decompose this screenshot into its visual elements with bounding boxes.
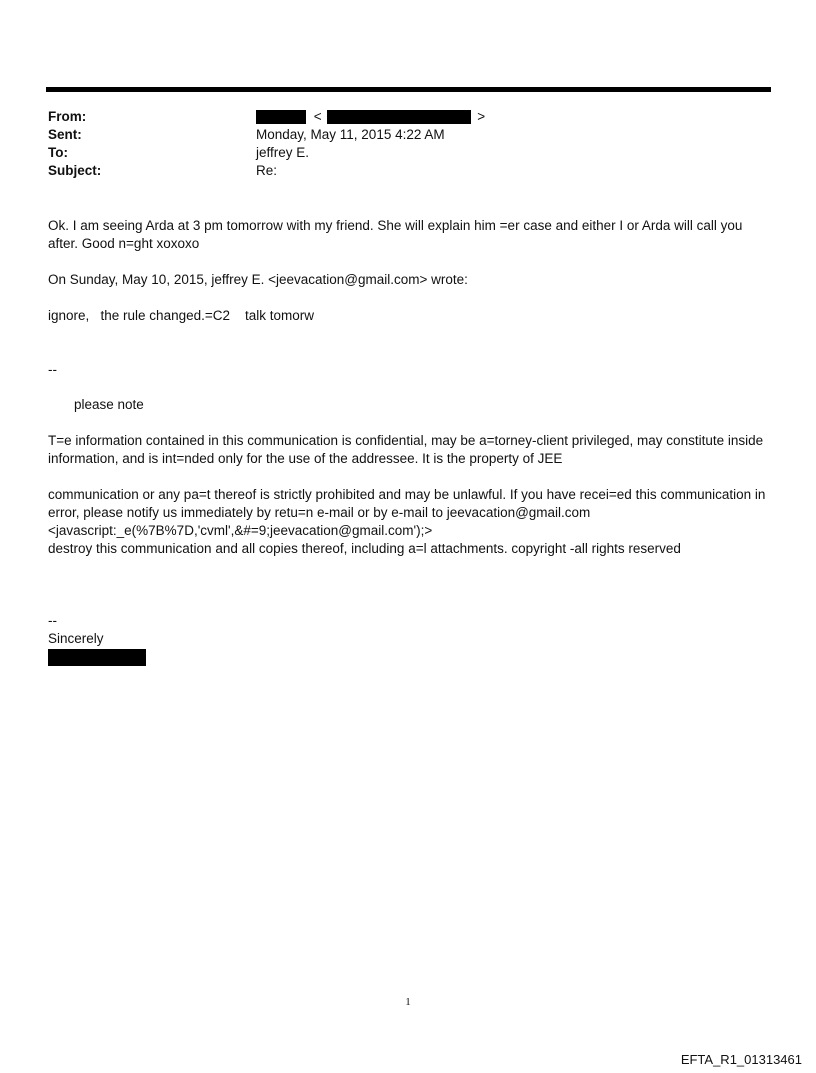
sign-off-block <box>48 612 768 666</box>
page-number: 1 <box>405 996 411 1008</box>
subject-value: Re: <box>256 163 278 178</box>
redacted-signature-name <box>48 649 146 666</box>
sent-value: Monday, May 11, 2015 4:22 AM <box>256 127 445 142</box>
email-header <box>48 108 768 180</box>
disclaimer-text-1: T=e information contained in this communication is confidential, may be a=torney-client privileged, may constitute inside information, and is int=nded only for the use of the addressee. It is the property of JEE <box>48 433 764 466</box>
from-close-bracket: > <box>477 109 486 124</box>
redacted-sender-email <box>327 110 471 124</box>
to-label: To: <box>48 145 68 160</box>
from-open-bracket: < <box>313 109 322 124</box>
disclaimer-paragraph-1 <box>48 432 768 468</box>
subject-label: Subject: <box>48 163 102 178</box>
signature-separator: -- <box>48 362 57 377</box>
disclaimer-paragraph-2 <box>48 486 768 558</box>
quote-text-block <box>48 307 768 325</box>
to-value: jeffrey E. <box>256 145 310 160</box>
sent-row <box>48 126 768 144</box>
subject-row <box>48 162 768 180</box>
quote-text: ignore, the rule changed.=C2 talk tomorw <box>48 308 315 323</box>
from-row <box>48 108 768 126</box>
sent-label: Sent: <box>48 127 82 142</box>
quote-intro-block <box>48 271 768 289</box>
from-value <box>256 108 485 126</box>
sign-off-separator: -- <box>48 613 57 628</box>
disclaimer-text-4: destroy this communication and all copies thereof, including a=l attachments. copyright -all rights reserved <box>48 541 681 556</box>
sign-off: Sincerely <box>48 631 104 646</box>
to-row <box>48 144 768 162</box>
reply-text: Ok. I am seeing Arda at 3 pm tomorrow with my friend. She will explain him =er case and either I or Arda will call you after. Good n=ght xoxoxo <box>48 218 743 251</box>
from-label: From: <box>48 109 87 124</box>
bates-number: EFTA_R1_01313461 <box>680 1052 802 1067</box>
disclaimer-text-3: <javascript:_e(%7B%7D,'cvml',&#=9;jeevacation@gmail.com');> <box>48 523 433 538</box>
disclaimer-text-2: communication or any pa=t thereof is strictly prohibited and may be unlawful. If you have recei=ed this communication in error, please notify us immediately by retu=n e-mail or by e-mail to jeevacation@gmail.com <box>48 487 766 520</box>
signature-separator-block <box>48 361 768 379</box>
reply-paragraph <box>48 217 768 253</box>
redacted-sender-name <box>256 110 306 124</box>
header-rule <box>46 87 771 92</box>
please-note: please note <box>74 397 144 412</box>
quote-intro: On Sunday, May 10, 2015, jeffrey E. <jeevacation@gmail.com> wrote: <box>48 272 468 287</box>
please-note-block <box>48 396 768 414</box>
